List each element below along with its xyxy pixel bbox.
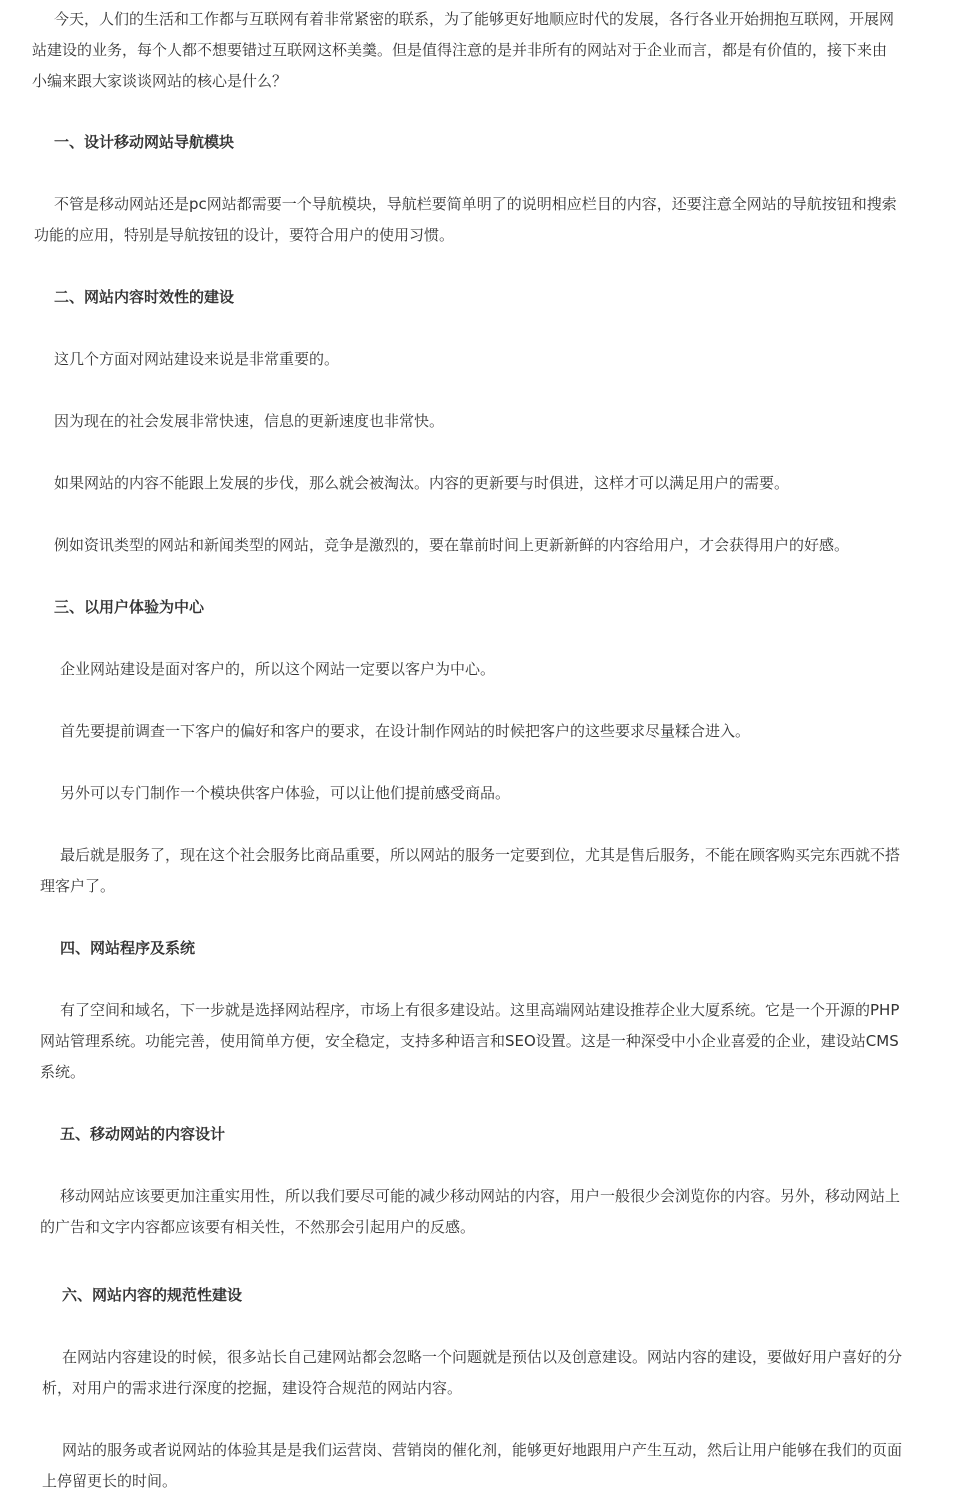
section-3-paragraph-1	[60, 654, 495, 685]
section-heading-2: 二、网站内容时效性的建设	[54, 288, 235, 306]
paragraph-line: 移动网站应该要更加注重实用性，所以我们要尽可能的减少移动网站的内容，用户一般很少会浏览你的内容。另外，移动网站上	[60, 1187, 901, 1205]
paragraph-line: 理客户了。	[40, 877, 116, 895]
paragraph-line: 的广告和文字内容都应该要有相关性，不然那会引起用户的反感。	[40, 1218, 476, 1236]
section-heading-4: 四、网站程序及系统	[60, 939, 196, 957]
paragraph-line: 小编来跟大家谈谈网站的核心是什么？	[32, 72, 288, 90]
section-heading-3: 三、以用户体验为中心	[54, 598, 205, 616]
paragraph-line: 另外可以专门制作一个模块供客户体验，可以让他们提前感受商品。	[60, 784, 511, 802]
paragraph-line: 这几个方面对网站建设来说是非常重要的。	[54, 350, 340, 368]
paragraph-line: 企业网站建设是面对客户的，所以这个网站一定要以客户为中心。	[60, 660, 496, 678]
section-4-paragraph-1	[40, 995, 899, 1088]
paragraph-line: 析，对用户的需求进行深度的挖掘，建设符合规范的网站内容。	[42, 1379, 463, 1397]
paragraph-line: 不管是移动网站还是pc网站都需要一个导航模块，导航栏要简单明了的说明相应栏目的内容，还要注意全网站的导航按钮和搜索	[54, 195, 897, 213]
section-5-paragraph-1	[40, 1181, 900, 1243]
section-6-paragraph-1	[42, 1342, 902, 1404]
section-2-paragraph-2	[54, 406, 444, 437]
section-heading-6: 六、网站内容的规范性建设	[62, 1286, 243, 1304]
section-heading-5: 五、移动网站的内容设计	[60, 1125, 226, 1143]
section-6-paragraph-2	[42, 1435, 902, 1497]
section-2-paragraph-1	[54, 344, 339, 375]
paragraph-line: 如果网站的内容不能跟上发展的步伐，那么就会被淘汰。内容的更新要与时俱进，这样才可以满足用户的需要。	[54, 474, 790, 492]
section-2-paragraph-3	[54, 468, 789, 499]
intro-paragraph	[32, 4, 894, 97]
paragraph-line: 系统。	[40, 1063, 86, 1081]
paragraph-line: 今天，人们的生活和工作都与互联网有着非常紧密的联系，为了能够更好地顺应时代的发展，各行各业开始拥抱互联网，开展网	[54, 10, 895, 28]
section-2-paragraph-4	[54, 530, 849, 561]
paragraph-line: 网站的服务或者说网站的体验其是是我们运营岗、营销岗的催化剂，能够更好地跟用户产生互动，然后让用户能够在我们的页面	[62, 1441, 903, 1459]
paragraph-line: 上停留更长的时间。	[42, 1472, 178, 1490]
section-3-paragraph-4	[40, 840, 900, 902]
paragraph-line: 因为现在的社会发展非常快速，信息的更新速度也非常快。	[54, 412, 445, 430]
paragraph-line: 在网站内容建设的时候，很多站长自己建网站都会忽略一个问题就是预估以及创意建设。网站内容的建设，要做好用户喜好的分	[62, 1348, 903, 1366]
section-3-paragraph-2	[60, 716, 750, 747]
section-heading-1: 一、设计移动网站导航模块	[54, 133, 235, 151]
section-1-paragraph-1	[34, 189, 897, 251]
paragraph-line: 站建设的业务，每个人都不想要错过互联网这杯美羹。但是值得注意的是并非所有的网站对于企业而言，都是有价值的，接下来由	[32, 41, 888, 59]
paragraph-line: 最后就是服务了，现在这个社会服务比商品重要，所以网站的服务一定要到位，尤其是售后服务，不能在顾客购买完东西就不搭	[60, 846, 901, 864]
section-3-paragraph-3	[60, 778, 510, 809]
paragraph-line: 首先要提前调查一下客户的偏好和客户的要求，在设计制作网站的时候把客户的这些要求尽量糅合进入。	[60, 722, 751, 740]
paragraph-line: 例如资讯类型的网站和新闻类型的网站，竞争是激烈的，要在靠前时间上更新新鲜的内容给用户，才会获得用户的好感。	[54, 536, 850, 554]
paragraph-line: 有了空间和域名，下一步就是选择网站程序，市场上有很多建设站。这里高端网站建设推荐企业大厦系统。它是一个开源的PHP	[60, 1001, 900, 1019]
paragraph-line: 功能的应用，特别是导航按钮的设计，要符合用户的使用习惯。	[34, 226, 455, 244]
paragraph-line: 网站管理系统。功能完善，使用简单方便，安全稳定，支持多种语言和SEO设置。这是一种深受中小企业喜爱的企业，建设站CMS	[40, 1032, 899, 1050]
